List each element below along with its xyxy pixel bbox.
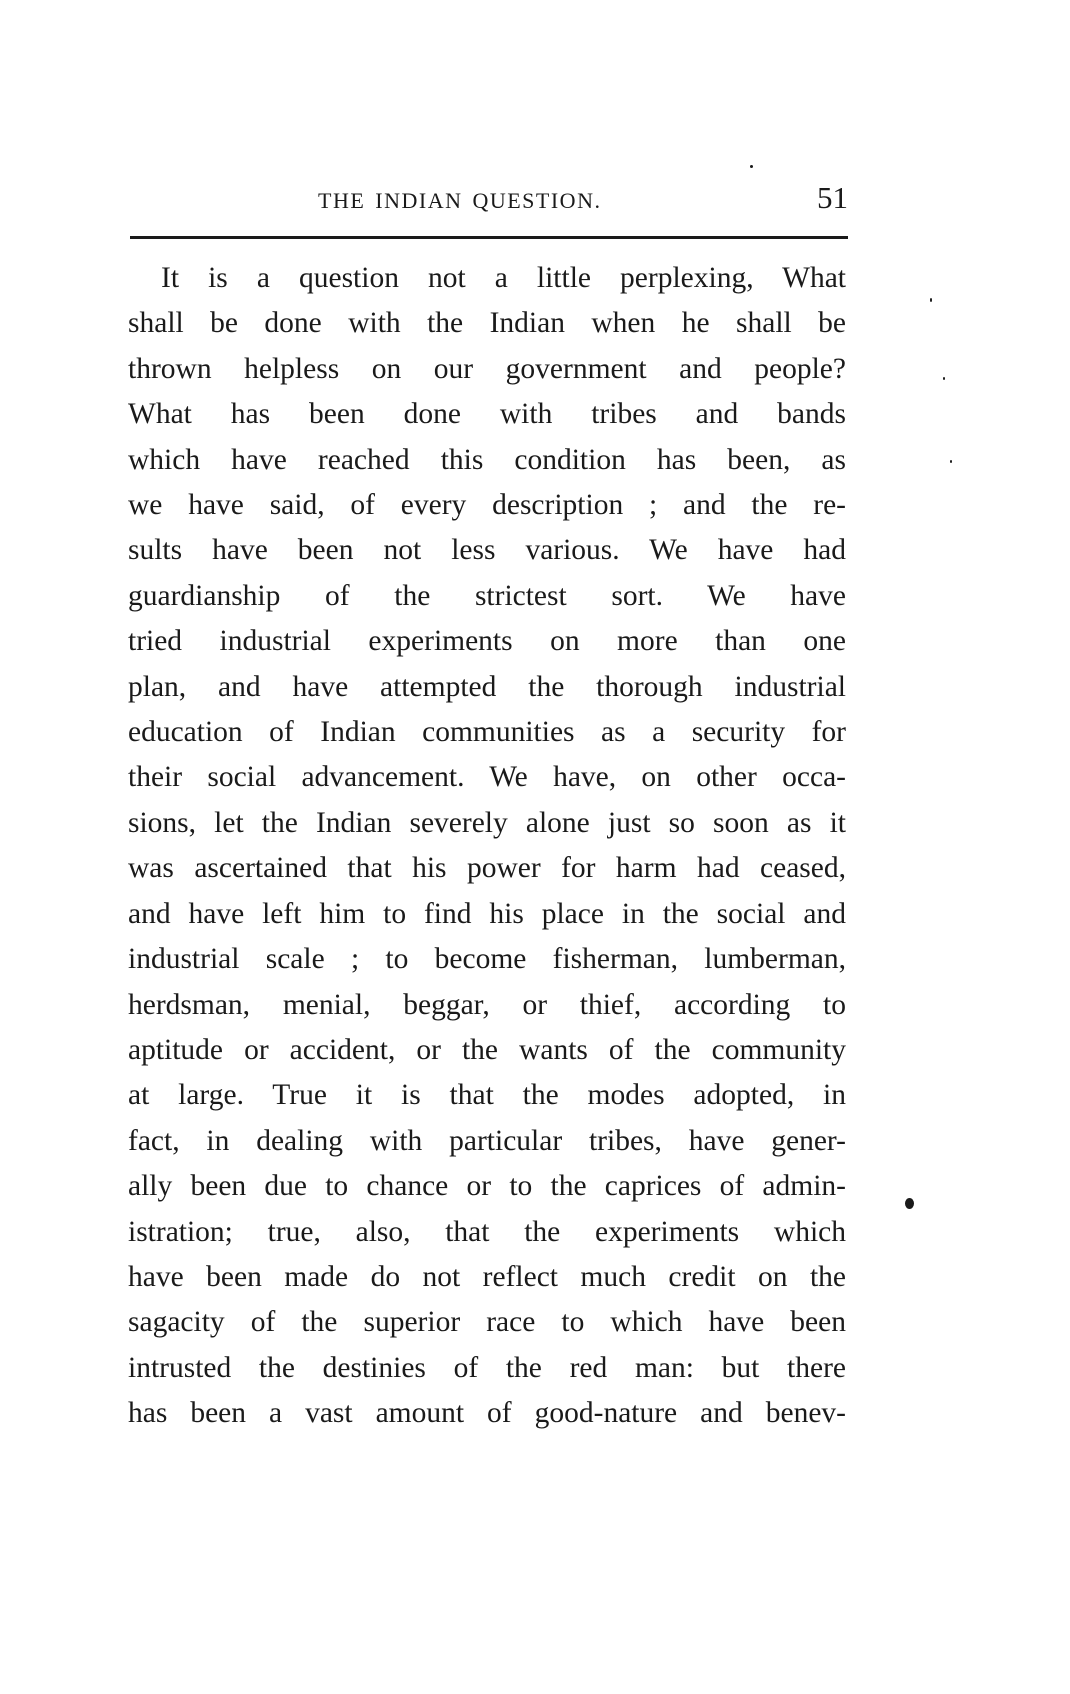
text-line: thrown helpless on our government and people? [128, 352, 846, 385]
text-line: plan, and have attempted the thorough industrial [128, 670, 846, 703]
text-line: and have left him to find his place in the social and [128, 897, 846, 930]
text-line: tried industrial experiments on more than one [128, 625, 846, 658]
ink-speck [750, 165, 753, 168]
text-line: It is a question not a little perplexing, What [161, 262, 846, 294]
ink-speck [930, 298, 932, 302]
text-line: istration; true, also, that the experiments which [128, 1215, 846, 1248]
text-line: What has been done with tribes and bands [128, 398, 846, 431]
text-line: sults have been not less various. We have had [128, 534, 846, 567]
text-line: which have reached this condition has been, as [128, 443, 846, 476]
header-rule [130, 236, 848, 239]
text-line: guardianship of the strictest sort. We have [128, 579, 846, 612]
text-line: aptitude or accident, or the wants of the community [128, 1033, 846, 1066]
text-line: has been a vast amount of good-nature and benev- [128, 1397, 846, 1430]
ink-speck [943, 377, 945, 380]
text-line: industrial scale ; to become fisherman, lumberman, [128, 943, 846, 976]
text-line: fact, in dealing with particular tribes, have gener- [128, 1124, 846, 1157]
text-line: we have said, of every description ; and the re- [128, 489, 846, 522]
page-header [128, 178, 848, 222]
running-head: THE INDIAN QUESTION. [318, 188, 602, 213]
page-number: 51 [817, 180, 848, 215]
text-line: sagacity of the superior race to which have been [128, 1306, 846, 1339]
text-line: was ascertained that his power for harm had ceased, [128, 852, 846, 885]
text-line: shall be done with the Indian when he shall be [128, 307, 846, 340]
ink-speck [905, 1198, 914, 1209]
text-line: intrusted the destinies of the red man: but there [128, 1351, 846, 1384]
text-line: at large. True it is that the modes adopted, in [128, 1079, 846, 1112]
text-line: education of Indian communities as a security for [128, 716, 846, 749]
text-line: sions, let the Indian severely alone just so soon as it [128, 806, 846, 839]
body-text [128, 256, 846, 1437]
text-line: ally been due to chance or to the caprices of admin- [128, 1170, 846, 1203]
ink-speck [950, 460, 952, 463]
text-line: herdsman, menial, beggar, or thief, according to [128, 988, 846, 1021]
text-line: have been made do not reflect much credit on the [128, 1260, 846, 1293]
text-line: their social advancement. We have, on other occa- [128, 761, 846, 794]
